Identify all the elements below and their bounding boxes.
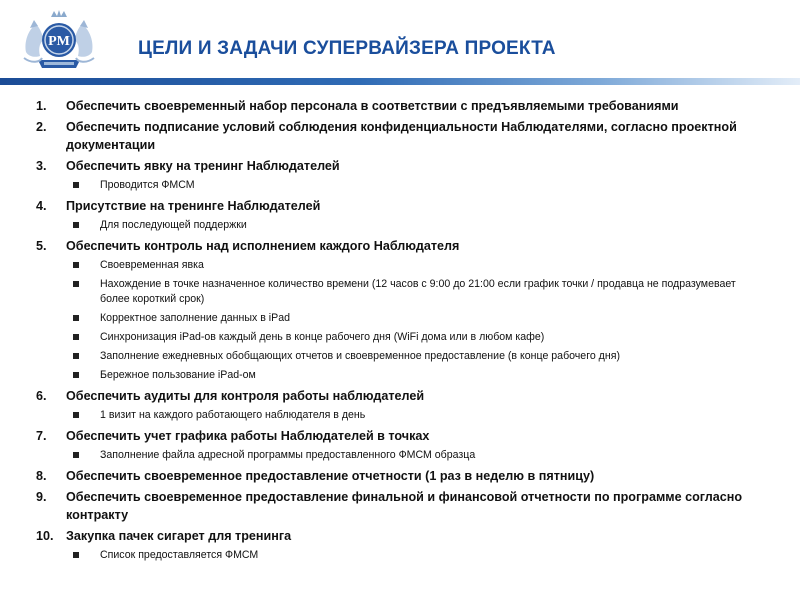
square-bullet-icon — [73, 372, 79, 378]
square-bullet-icon — [73, 281, 79, 287]
item-number: 2. — [36, 120, 47, 134]
sub-item-text: Синхронизация iPad-ов каждый день в конце рабочего дня (WiFi дома или в любом кафе) — [100, 331, 545, 343]
sub-item-text: Нахождение в точке назначенное количество времени (12 часов с 9:00 до 21:00 если график точки / продавца не подразумевает более короткий срок) — [100, 278, 736, 305]
sub-list — [66, 548, 766, 563]
item-text: Закупка пачек сигарет для тренинга — [66, 529, 292, 543]
sub-item — [66, 448, 766, 463]
sub-item — [66, 258, 766, 273]
sub-list — [66, 408, 766, 423]
sub-item — [66, 218, 766, 233]
square-bullet-icon — [73, 412, 79, 418]
item-number: 6. — [36, 389, 47, 403]
item-number: 9. — [36, 490, 47, 504]
sub-item-text: Корректное заполнение данных в iPad — [100, 312, 290, 324]
item-number: 8. — [36, 469, 47, 483]
square-bullet-icon — [73, 222, 79, 228]
item-text: Обеспечить своевременное предоставление отчетности (1 раз в неделю в пятницу) — [66, 469, 595, 483]
item-text: Обеспечить своевременный набор персонала в соответствии с предъявляемыми требованиями — [66, 99, 679, 113]
item-number: 1. — [36, 99, 47, 113]
square-bullet-icon — [73, 452, 79, 458]
item-text: Обеспечить аудиты для контроля работы наблюдателей — [66, 389, 425, 403]
item-text: Обеспечить явку на тренинг Наблюдателей — [66, 159, 340, 173]
title-gradient-rule — [0, 78, 800, 85]
item-number: 5. — [36, 239, 47, 253]
list-item — [36, 118, 766, 154]
sub-list — [66, 178, 766, 193]
sub-item — [66, 277, 766, 307]
sub-item-text: Заполнение файла адресной программы предоставленного ФМСМ образца — [100, 449, 476, 461]
sub-item-text: Бережное пользование iPad-ом — [100, 369, 256, 381]
sub-item-text: Заполнение ежедневных обобщающих отчетов и своевременное предоставление (в конце рабочего дня) — [100, 350, 620, 362]
sub-item-text: Проводится ФМСМ — [100, 179, 195, 191]
list-item — [36, 237, 766, 383]
sub-item-text: Своевременная явка — [100, 259, 204, 271]
square-bullet-icon — [73, 353, 79, 359]
item-text: Обеспечить своевременное предоставление финальной и финансовой отчетности по программе согласно контракту — [66, 490, 743, 522]
list-item — [36, 427, 766, 463]
square-bullet-icon — [73, 334, 79, 340]
sub-list — [66, 218, 766, 233]
item-number: 7. — [36, 429, 47, 443]
list-item — [36, 527, 766, 563]
square-bullet-icon — [73, 315, 79, 321]
item-text: Присутствие на тренинге Наблюдателей — [66, 199, 321, 213]
list-item — [36, 157, 766, 193]
list-item — [36, 387, 766, 423]
slide-title: ЦЕЛИ И ЗАДАЧИ СУПЕРВАЙЗЕРА ПРОЕКТА — [138, 38, 556, 59]
list-item — [36, 488, 766, 524]
task-list — [36, 97, 766, 567]
sub-item-text: Для последующей поддержки — [100, 219, 247, 231]
sub-item-text: 1 визит на каждого работающего наблюдателя в день — [100, 409, 366, 421]
pm-crest-logo-icon — [18, 8, 100, 74]
item-number: 10. — [36, 529, 54, 543]
sub-item — [66, 368, 766, 383]
item-text: Обеспечить контроль над исполнением каждого Наблюдателя — [66, 239, 460, 253]
sub-list — [66, 448, 766, 463]
item-number: 4. — [36, 199, 47, 213]
svg-text:PM: PM — [48, 34, 70, 49]
list-item — [36, 97, 766, 115]
item-text: Обеспечить учет графика работы Наблюдателей в точках — [66, 429, 430, 443]
square-bullet-icon — [73, 262, 79, 268]
sub-item — [66, 178, 766, 193]
sub-item — [66, 548, 766, 563]
list-item — [36, 197, 766, 233]
sub-list — [66, 258, 766, 383]
square-bullet-icon — [73, 552, 79, 558]
sub-item — [66, 349, 766, 364]
sub-item-text: Список предоставляется ФМСМ — [100, 549, 259, 561]
sub-item — [66, 330, 766, 345]
square-bullet-icon — [73, 182, 79, 188]
list-item — [36, 467, 766, 485]
item-number: 3. — [36, 159, 47, 173]
item-text: Обеспечить подписание условий соблюдения конфиденциальности Наблюдателями, согласно проектной документации — [66, 120, 737, 152]
sub-item — [66, 408, 766, 423]
sub-item — [66, 311, 766, 326]
